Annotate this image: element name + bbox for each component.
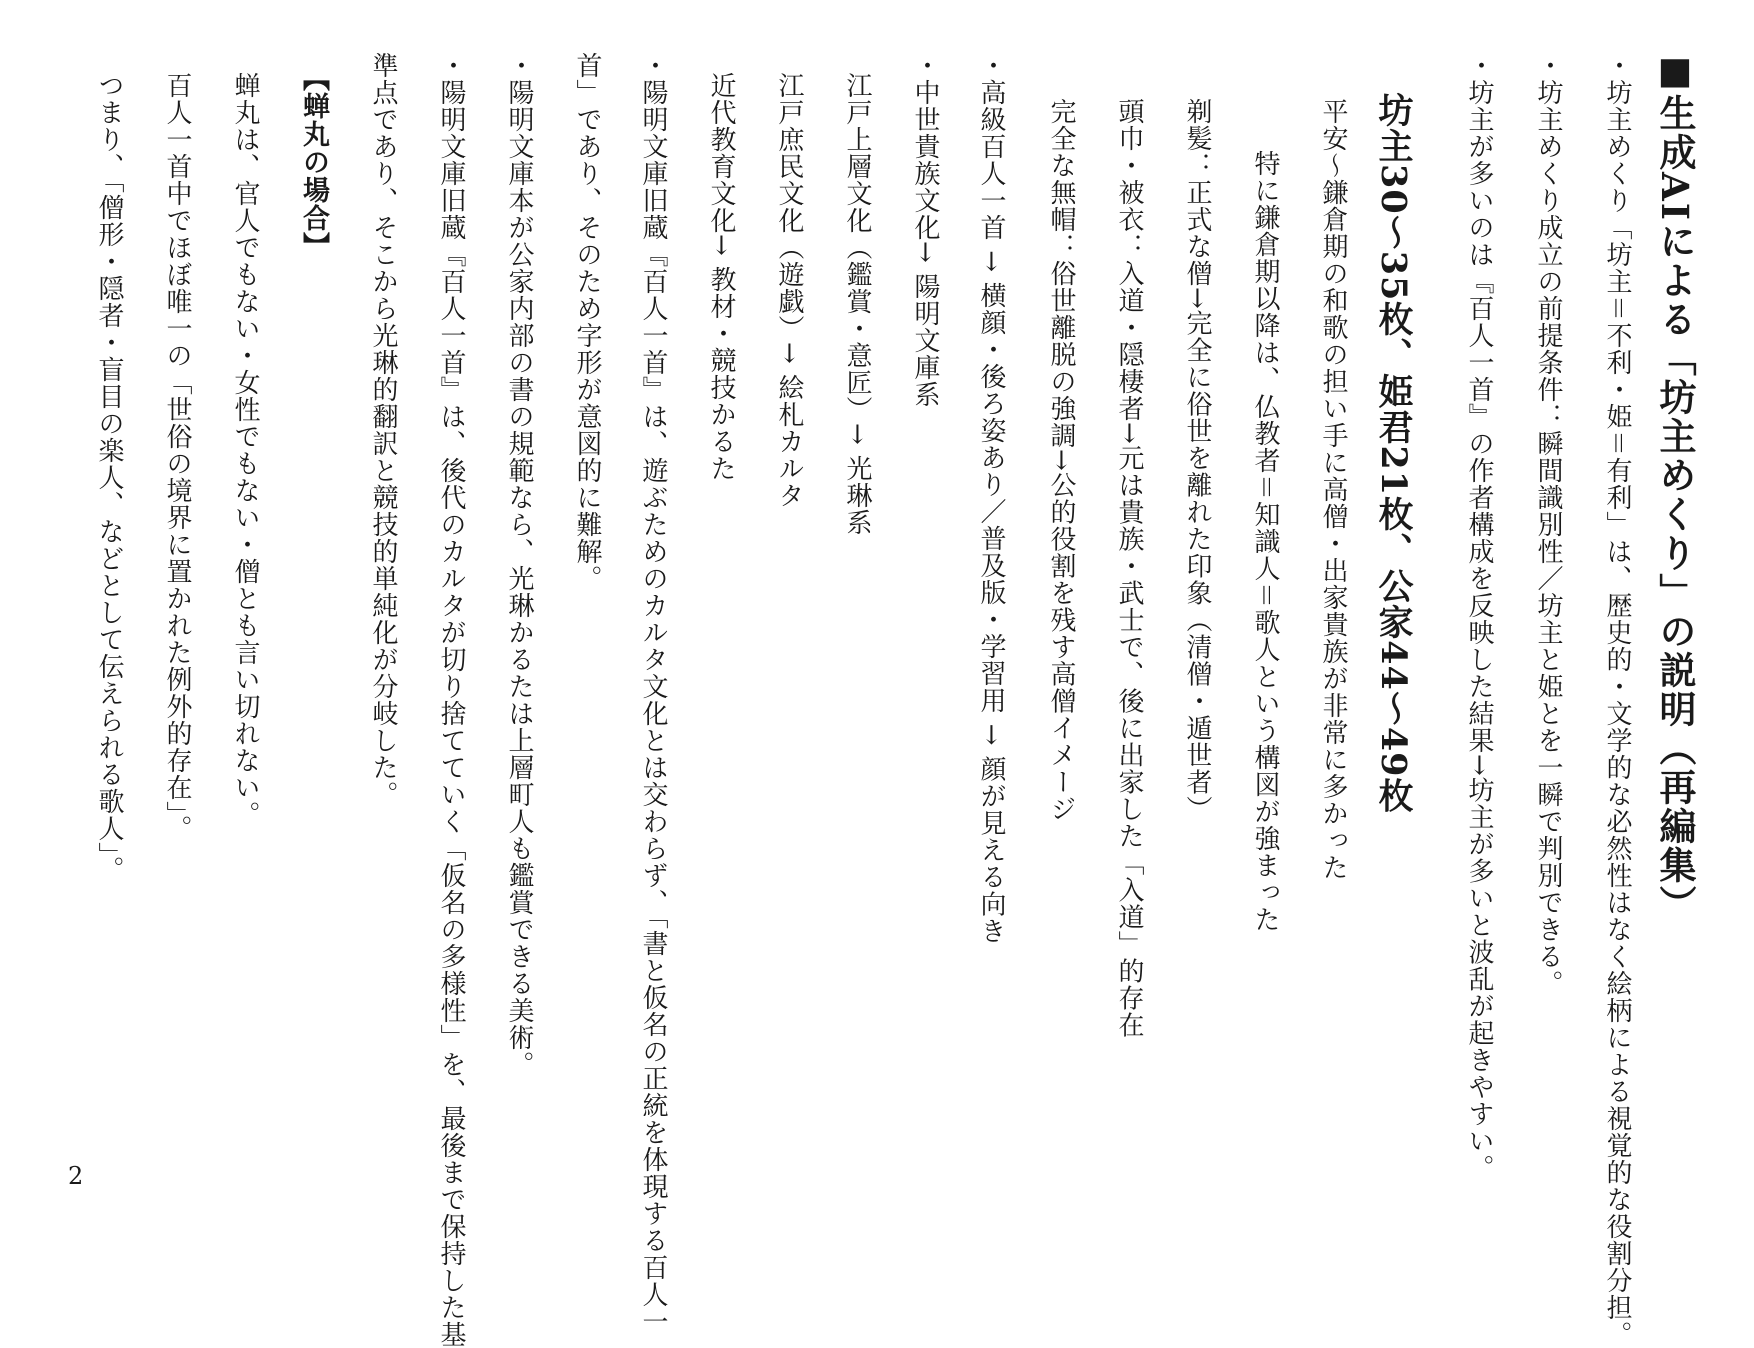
text-line: 江戸庶民文化（遊戯）→ 絵札カルタ: [774, 72, 804, 510]
text-line: 平安～鎌倉期の和歌の担い手に高僧・出家貴族が非常に多かった: [1318, 98, 1348, 881]
text-line: ・陽明文庫旧蔵『百人一首』は、後代のカルタが切り捨てていく「仮名の多様性」を、最後まで保持した基: [436, 52, 466, 1348]
text-line: ・坊主めくり「坊主＝不利・姫＝有利」は、歴史的・文学的な必然性はなく絵柄による視覚的な役割分担。: [1602, 52, 1632, 1348]
text-line: 剃髪：正式な僧→完全に俗世を離れた印象（清僧・遁世者）: [1182, 98, 1212, 823]
text-line: ・坊主が多いのは『百人一首』の作者構成を反映した結果→坊主が多いと波乱が起きやすい。: [1464, 52, 1494, 1182]
text-line: 首」であり、そのため字形が意図的に難解。: [572, 52, 602, 592]
card-count-line: 坊主30～35枚、姫君21枚、公家44～49枚: [1373, 92, 1414, 814]
text-line: ・中世貴族文化→ 陽明文庫系: [910, 52, 940, 409]
text-line: ・坊主めくり成立の前提条件：瞬間識別性／坊主と姫とを一瞬で判別できる。: [1533, 52, 1563, 997]
section-heading: 【蝉丸の場合】: [298, 64, 329, 260]
text-line: 完全な無帽：俗世離脱の強調→公的役割を残す高僧イメージ: [1046, 98, 1076, 823]
text-line: ・陽明文庫本が公家内部の書の規範なら、光琳かるたは上層町人も鑑賞できる美術。: [504, 52, 534, 1078]
text-line: つまり、「僧形・隠者・盲目の楽人、などとして伝えられる歌人」。: [94, 72, 124, 883]
text-line: 百人一首中でほぼ唯一の「世俗の境界に置かれた例外的存在」。: [162, 72, 192, 842]
text-line: 準点であり、そこから光琳的翻訳と競技的単純化が分岐した。: [368, 52, 398, 808]
page-number: 2: [68, 1162, 84, 1190]
text-line: 頭巾・被衣：入道・隠棲者→元は貴族・武士で、後に出家した「入道」的存在: [1114, 98, 1144, 1039]
text-line: 特に鎌倉期以降は、仏教者＝知識人＝歌人という構図が強まった: [1250, 150, 1280, 934]
text-line: ・陽明文庫旧蔵『百人一首』は、遊ぶためのカルタ文化とは交わらず、「書と仮名の正統を体現する百人一: [638, 52, 668, 1335]
text-line: 江戸上層文化（鑑賞・意匠）→ 光琳系: [842, 72, 872, 537]
text-line: ・高級百人一首 → 横顔・後ろ姿あり／普及版・学習用 → 顔が見える向き: [976, 52, 1006, 945]
text-line: 近代教育文化→ 教材・競技かるた: [706, 72, 736, 483]
text-line: 蝉丸は、官人でもない・女性でもない・僧とも言い切れない。: [230, 72, 260, 828]
page-title: ■生成AIによる「坊主めくり」の説明（再編集）: [1653, 48, 1697, 925]
